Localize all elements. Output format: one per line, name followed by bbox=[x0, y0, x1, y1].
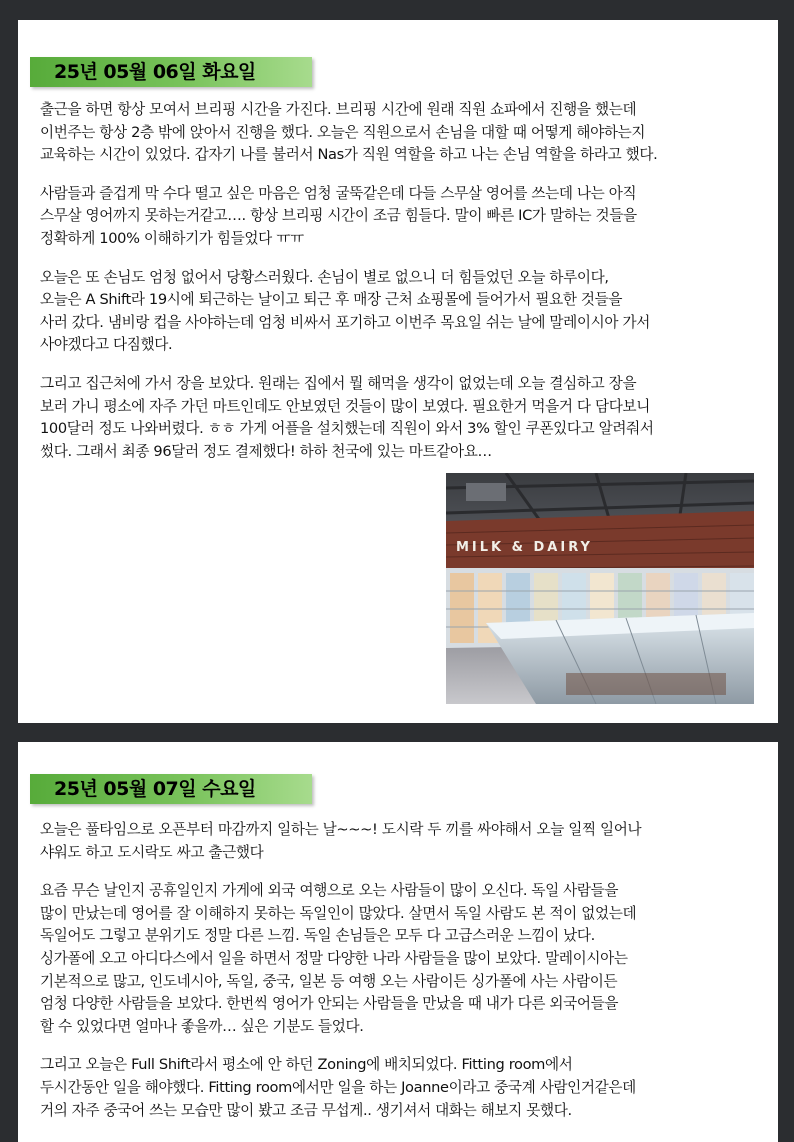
text-line: 사람들과 즐겁게 막 수다 떨고 싶은 마음은 엄청 굴뚝같은데 다들 스무살 영어를 쓰는데 나는 아직 bbox=[40, 184, 637, 202]
paragraph bbox=[40, 267, 766, 357]
text-line: 사야겠다고 다짐했다. bbox=[40, 336, 173, 354]
text-line: 그리고 집근처에 가서 장을 보았다. 원래는 집에서 뭘 해먹을 생각이 없었는데 오늘 결심하고 장을 bbox=[40, 374, 637, 392]
sign-label: MILK & DAIRY bbox=[456, 540, 593, 555]
text-line: 독일어도 그렇고 분위기도 정말 다른 느낌. 독일 손님들은 모두 다 고급스러운 느낌이 났다. bbox=[40, 927, 595, 945]
text-line: 두시간동안 일을 해야했다. Fitting room에서만 일을 하는 Joanne이라고 중국계 사람인거같은데 bbox=[40, 1078, 636, 1096]
date-header: 25년 05월 07일 수요일 bbox=[30, 774, 312, 804]
text-line: 교육하는 시간이 있었다. 갑자기 나를 불러서 Nas가 직원 역할을 하고 나는 손님 역할을 하라고 했다. bbox=[40, 146, 658, 164]
text-line: 오늘은 풀타임으로 오픈부터 마감까지 일하는 날~~~! 도시락 두 끼를 싸야해서 오늘 일찍 일어나 bbox=[40, 821, 642, 838]
paragraph bbox=[40, 99, 766, 167]
text-line: 스무살 영어까지 못하는거같고…. 항상 브리핑 시간이 조금 힘들다. 말이 빠른 IC가 말하는 것들을 bbox=[40, 207, 637, 225]
text-line: 썼다. 그래서 최종 96달러 정도 결제했다! 하하 천국에 있는 마트같아요… bbox=[40, 442, 492, 460]
text-line: 기본적으로 많고, 인도네시아, 독일, 중국, 일본 등 여행 오는 사람이든 싱가폴에 사는 사람이든 bbox=[40, 972, 618, 990]
text-line: 샤워도 하고 도시락도 싸고 출근했다 bbox=[40, 843, 264, 861]
diary-page-1 bbox=[18, 20, 778, 723]
diary-body bbox=[40, 99, 766, 479]
diary-body bbox=[40, 819, 766, 1138]
text-line: 이번주는 항상 2층 밖에 앉아서 진행을 했다. 오늘은 직원으로서 손님을 대할 때 어떻게 해야하는지 bbox=[40, 123, 646, 141]
text-line: 보러 가니 평소에 자주 가던 마트인데도 안보였던 것들이 많이 보였다. 필요한거 먹을거 다 담다보니 bbox=[40, 397, 650, 415]
text-line: 오늘은 또 손님도 엄청 없어서 당황스러웠다. 손님이 별로 없으니 더 힘들었던 오늘 하루이다, bbox=[40, 268, 609, 286]
text-line: 요즘 무슨 날인지 공휴일인지 가게에 외국 여행으로 오는 사람들이 많이 오신다. 독일 사람들을 bbox=[40, 882, 619, 900]
paragraph bbox=[40, 373, 766, 463]
text-line: 싱가폴에 오고 아디다스에서 일을 하면서 정말 다양한 나라 사람들을 많이 보았다. 말레이시아는 bbox=[40, 949, 628, 967]
date-header: 25년 05월 06일 화요일 bbox=[30, 57, 312, 87]
text-line: 100달러 정도 나와버렸다. ㅎㅎ 가게 어플을 설치했는데 직원이 와서 3% 할인 쿠폰있다고 알려줘서 bbox=[40, 420, 654, 438]
paragraph bbox=[40, 819, 766, 864]
paragraph bbox=[40, 1054, 766, 1122]
paragraph bbox=[40, 183, 766, 251]
text-line: 그리고 오늘은 Full Shift라서 평소에 안 하던 Zoning에 배치되었다. Fitting room에서 bbox=[40, 1056, 573, 1074]
text-line: 할 수 있었다면 얼마나 좋을까… 싶은 기분도 들었다. bbox=[40, 1017, 364, 1035]
text-line: 엄청 다양한 사람들을 보았다. 한번씩 영어가 안되는 사람들을 만났을 때 내가 다른 외국어들을 bbox=[40, 995, 619, 1013]
text-line: 거의 자주 중국어 쓰는 모습만 많이 봤고 조금 무섭게.. 생기셔서 대화는 해보지 못했다. bbox=[40, 1101, 572, 1119]
paragraph bbox=[40, 880, 766, 1038]
supermarket-dairy-aisle-photo bbox=[446, 473, 754, 704]
text-line: 많이 만났는데 영어를 잘 이해하지 못하는 독일인이 많았다. 살면서 독일 사람도 본 적이 없었는데 bbox=[40, 904, 637, 922]
text-line: 오늘은 A Shift라 19시에 퇴근하는 날이고 퇴근 후 매장 근처 쇼핑몰에 들어가서 필요한 것들을 bbox=[40, 291, 623, 309]
diary-page-2 bbox=[18, 742, 778, 1142]
text-line: 사러 갔다. 냄비랑 컵을 사야하는데 엄청 비싸서 포기하고 이번주 목요일 쉬는 날에 말레이시아 가서 bbox=[40, 313, 650, 331]
text-line: 출근을 하면 항상 모여서 브리핑 시간을 가진다. 브리핑 시간에 원래 직원 쇼파에서 진행을 했는데 bbox=[40, 101, 637, 118]
text-line: 정확하게 100% 이해하기가 힘들었다 ㅠㅠ bbox=[40, 229, 304, 247]
